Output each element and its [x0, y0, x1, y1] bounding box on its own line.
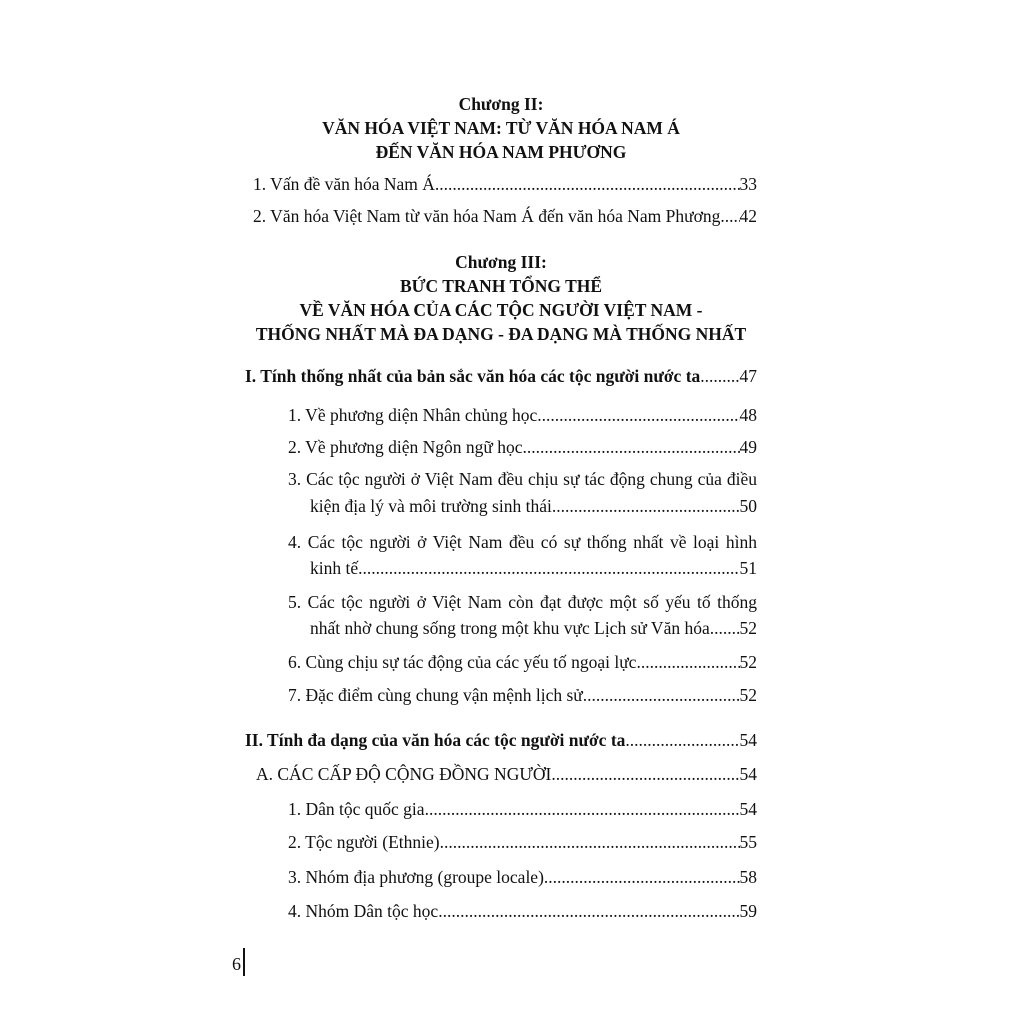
chapter-2-heading	[245, 92, 757, 164]
chapter-3-heading	[245, 250, 757, 346]
toc-entry[interactable]	[288, 830, 757, 854]
dot-leader	[636, 650, 739, 674]
dot-leader	[551, 762, 739, 786]
toc-entry[interactable]	[288, 865, 757, 889]
toc-entry-title-line-2: kinh tế	[310, 558, 359, 578]
dot-leader	[440, 830, 740, 854]
toc-entry[interactable]	[310, 616, 757, 640]
toc-entry-title: 1. Về phương diện Nhân chủng học	[288, 405, 538, 425]
toc-entry-page: 50	[739, 496, 757, 516]
dot-leader	[358, 556, 739, 580]
section-2-title: II. Tính đa dạng của văn hóa các tộc người nước ta	[245, 730, 626, 750]
chapter-3-label: Chương III:	[455, 252, 547, 272]
toc-entry-title: 2. Về phương diện Ngôn ngữ học	[288, 437, 523, 457]
toc-entry-title: 1. Vấn đề văn hóa Nam Á	[253, 174, 435, 194]
chapter-3-title-line-2: VỀ VĂN HÓA CỦA CÁC TỘC NGƯỜI VIỆT NAM -	[299, 300, 703, 320]
toc-entry-page: 42	[739, 206, 757, 226]
toc-entry[interactable]	[288, 683, 757, 707]
toc-entry-page: 59	[739, 901, 757, 921]
toc-entry[interactable]	[288, 403, 757, 427]
section-1-entry[interactable]	[245, 364, 757, 388]
chapter-2-label: Chương II:	[458, 94, 544, 114]
toc-entry-page: 54	[739, 799, 757, 819]
dot-leader	[710, 616, 740, 640]
toc-entry-page: 49	[739, 437, 757, 457]
dot-leader	[435, 172, 740, 196]
toc-entry-title: 2. Tộc người (Ethnie)	[288, 832, 440, 852]
dot-leader	[522, 435, 739, 459]
toc-entry-title: 4. Nhóm Dân tộc học	[288, 901, 439, 921]
chapter-3-title-line-1: BỨC TRANH TỔNG THỂ	[399, 276, 603, 296]
dot-leader	[700, 364, 739, 388]
toc-entry-title: 7. Đặc điểm cùng chung vận mệnh lịch sử	[288, 685, 583, 705]
toc-entry-title: 6. Cùng chịu sự tác động của các yếu tố ngoại lực	[288, 652, 637, 672]
chapter-2-title-line-1: VĂN HÓA VIỆT NAM: TỪ VĂN HÓA NAM Á	[322, 118, 680, 138]
subsection-a-page: 54	[739, 764, 757, 784]
toc-entry[interactable]	[253, 204, 757, 228]
dot-leader	[625, 728, 739, 752]
dot-leader	[552, 494, 740, 518]
toc-entry-page: 33	[739, 174, 757, 194]
dot-leader	[438, 899, 739, 923]
toc-entry-page: 52	[739, 685, 757, 705]
toc-entry-page: 51	[739, 558, 757, 578]
dot-leader	[425, 797, 740, 821]
toc-entry-page: 48	[739, 405, 757, 425]
dot-leader	[544, 865, 740, 889]
dot-leader	[583, 683, 740, 707]
toc-entry-title-line-1[interactable]: 4. Các tộc người ở Việt Nam đều có sự thống nhất về loại hình	[288, 532, 757, 552]
toc-entry-page: 55	[739, 832, 757, 852]
toc-entry-page: 52	[739, 618, 757, 638]
subsection-a-title: A. CÁC CẤP ĐỘ CỘNG ĐỒNG NGƯỜI	[256, 764, 552, 784]
chapter-2-title-line-2: ĐẾN VĂN HÓA NAM PHƯƠNG	[375, 142, 627, 162]
toc-entry[interactable]	[288, 650, 757, 674]
toc-entry[interactable]	[310, 556, 757, 580]
toc-entry[interactable]	[288, 797, 757, 821]
section-1-page: 47	[739, 366, 757, 386]
toc-entry-title: 2. Văn hóa Việt Nam từ văn hóa Nam Á đến văn hóa Nam Phương	[253, 206, 721, 226]
toc-entry-title-line-1[interactable]: 5. Các tộc người ở Việt Nam còn đạt được một số yếu tố thống	[288, 592, 757, 612]
toc-entry-page: 58	[739, 867, 757, 887]
chapter-3-title-line-3: THỐNG NHẤT MÀ ĐA DẠNG - ĐA DẠNG MÀ THỐNG NHẤT	[255, 324, 747, 344]
toc-entry[interactable]	[310, 494, 757, 518]
toc-entry-title-line-1[interactable]: 3. Các tộc người ở Việt Nam đều chịu sự tác động chung của điều	[288, 469, 757, 489]
toc-entry[interactable]	[288, 899, 757, 923]
section-1-title: I. Tính thống nhất của bản sắc văn hóa các tộc người nước ta	[245, 366, 701, 386]
toc-entry-title: 3. Nhóm địa phương (groupe locale)	[288, 867, 544, 887]
dot-leader	[720, 204, 739, 228]
subsection-a-entry[interactable]	[256, 762, 757, 786]
toc-entry-title: 1. Dân tộc quốc gia	[288, 799, 425, 819]
toc-entry-title-line-2: nhất nhờ chung sống trong một khu vực Lịch sử Văn hóa	[310, 618, 710, 638]
toc-entry[interactable]	[288, 435, 757, 459]
section-2-entry[interactable]	[245, 728, 757, 752]
toc-entry[interactable]	[253, 172, 757, 196]
toc-entry-page: 52	[739, 652, 757, 672]
page-number: 6	[232, 954, 241, 974]
toc-entry-title-line-2: kiện địa lý và môi trường sinh thái	[310, 496, 552, 516]
dot-leader	[537, 403, 739, 427]
page-number-rule	[243, 948, 245, 976]
section-2-page: 54	[739, 730, 757, 750]
